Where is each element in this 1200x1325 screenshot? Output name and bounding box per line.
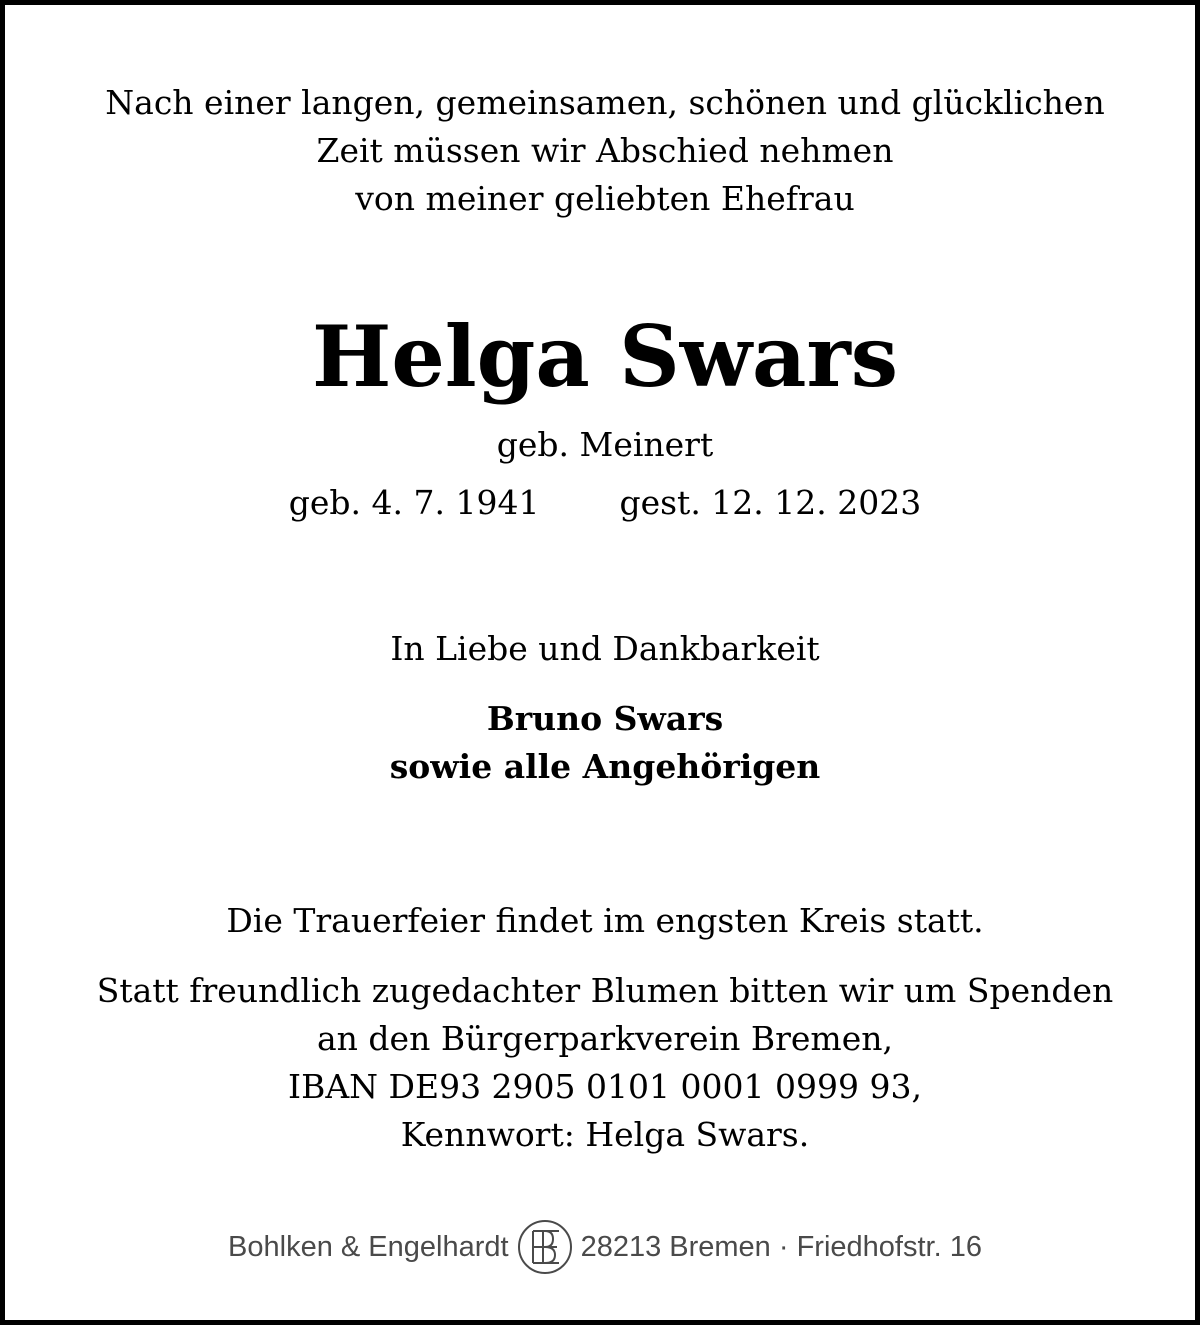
ceremony-notice: Die Trauerfeier findet im engsten Kreis statt. [226, 901, 984, 940]
donation-line-4: Kennwort: Helga Swars. [400, 1115, 810, 1154]
funeral-home-address: 28213 Bremen · Friedhofstr. 16 [580, 1230, 982, 1263]
deceased-name: Helga Swars [311, 307, 899, 406]
funeral-home-name: Bohlken & Engelhardt [228, 1230, 509, 1263]
intro-line-2: Zeit müssen wir Abschied nehmen [316, 131, 894, 170]
funeral-home-logo-icon [517, 1219, 573, 1275]
birth-date: geb. 4. 7. 1941 [288, 483, 540, 522]
donation-line-2: an den Bürgerparkverein Bremen, [317, 1019, 893, 1058]
mourners-intro: In Liebe und Dankbarkeit [390, 629, 820, 668]
donation-line-1: Statt freundlich zugedachter Blumen bitten wir um Spenden [96, 971, 1114, 1010]
maiden-name: geb. Meinert [496, 425, 714, 464]
funeral-home-footer [5, 1217, 1200, 1277]
mourner-relatives: sowie alle Angehörigen [389, 747, 821, 786]
mourner-name: Bruno Swars [486, 699, 724, 738]
life-dates [5, 481, 1200, 525]
death-date: gest. 12. 12. 2023 [619, 483, 922, 522]
intro-line-3: von meiner geliebten Ehefrau [355, 179, 855, 218]
donation-line-3: IBAN DE93 2905 0101 0001 0999 93, [288, 1067, 922, 1106]
intro-line-1: Nach einer langen, gemeinsamen, schönen und glücklichen [105, 83, 1105, 122]
